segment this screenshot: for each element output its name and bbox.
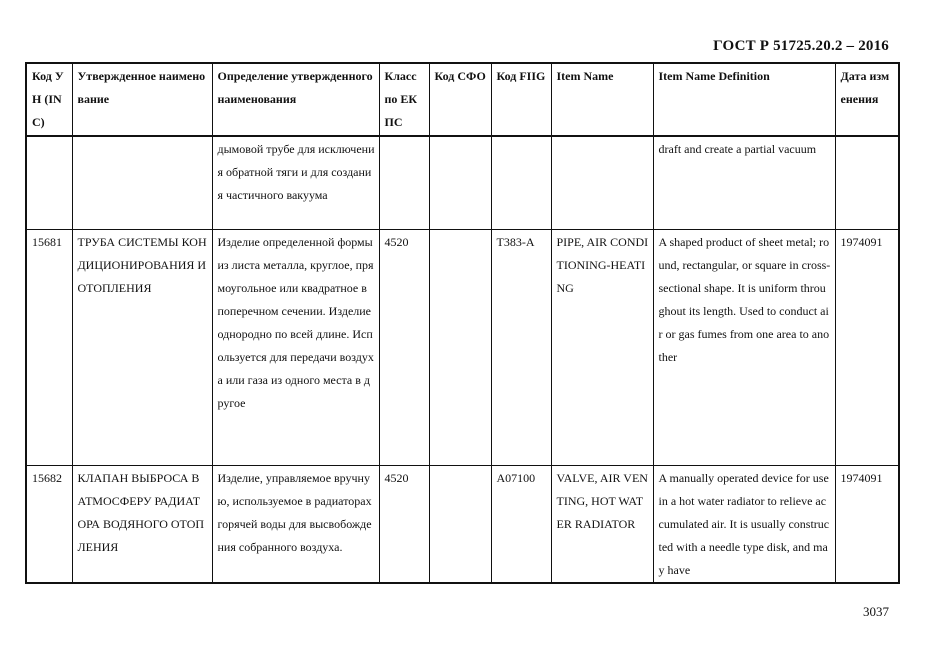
cell-sfo	[429, 229, 491, 465]
cell-item-def: A shaped product of sheet metal; round, rectangular, or square in cross-sectional shape. It is uniform throughout its length. Used to conduct air or gas fumes from one area to another	[653, 229, 835, 465]
cell-item-def: A manually operated device for use in a hot water radiator to relieve accumulated air. It is usually constructed with a needle type disk, and may have	[653, 465, 835, 583]
header-row	[26, 63, 899, 136]
page-number: 3037	[863, 604, 889, 619]
cell-date	[835, 136, 899, 229]
cell-sfo	[429, 465, 491, 583]
cell-class	[379, 136, 429, 229]
cell-code: 15681	[26, 229, 72, 465]
col-header-definition: Определение утвержденного наименования	[212, 63, 379, 136]
col-header-code: Код УН (INC)	[26, 63, 72, 136]
col-header-sfo: Код СФО	[429, 63, 491, 136]
cell-code	[26, 136, 72, 229]
cell-class: 4520	[379, 229, 429, 465]
cell-name: ТРУБА СИСТЕМЫ КОНДИЦИОНИРОВАНИЯ И ОТОПЛЕНИЯ	[72, 229, 212, 465]
cell-definition: Изделие определенной формы из листа металла, круглое, прямоугольное или квадратное в поперечном сечении. Изделие однородно по всей длине. Используется для передачи воздуха или газа из одного места в другое	[212, 229, 379, 465]
cell-fiig: T383-A	[491, 229, 551, 465]
catalog-table	[25, 62, 900, 584]
cell-sfo	[429, 136, 491, 229]
cell-class: 4520	[379, 465, 429, 583]
cell-fiig	[491, 136, 551, 229]
cell-date: 1974091	[835, 229, 899, 465]
table-row	[26, 465, 899, 583]
cell-date: 1974091	[835, 465, 899, 583]
cell-item-name: VALVE, AIR VENTING, HOT WATER RADIATOR	[551, 465, 653, 583]
cell-item-def: draft and create a partial vacuum	[653, 136, 835, 229]
col-header-fiig: Код FIIG	[491, 63, 551, 136]
cell-definition: дымовой трубе для исключения обратной тяги и для создания частичного вакуума	[212, 136, 379, 229]
table-row	[26, 136, 899, 229]
col-header-date: Дата изменения	[835, 63, 899, 136]
table-row	[26, 229, 899, 465]
cell-code: 15682	[26, 465, 72, 583]
cell-item-name	[551, 136, 653, 229]
cell-name: КЛАПАН ВЫБРОСА В АТМОСФЕРУ РАДИАТОРА ВОДЯНОГО ОТОПЛЕНИЯ	[72, 465, 212, 583]
col-header-class: Класс по ЕКПС	[379, 63, 429, 136]
cell-fiig: A07100	[491, 465, 551, 583]
col-header-item-def: Item Name Definition	[653, 63, 835, 136]
col-header-item-name: Item Name	[551, 63, 653, 136]
cell-item-name: PIPE, AIR CONDITIONING-HEATING	[551, 229, 653, 465]
cell-name	[72, 136, 212, 229]
cell-definition: Изделие, управляемое вручную, используемое в радиаторах горячей воды для высвобождения собранного воздуха.	[212, 465, 379, 583]
document-code: ГОСТ Р 51725.20.2 – 2016	[713, 38, 889, 54]
col-header-name: Утвержденное наименование	[72, 63, 212, 136]
